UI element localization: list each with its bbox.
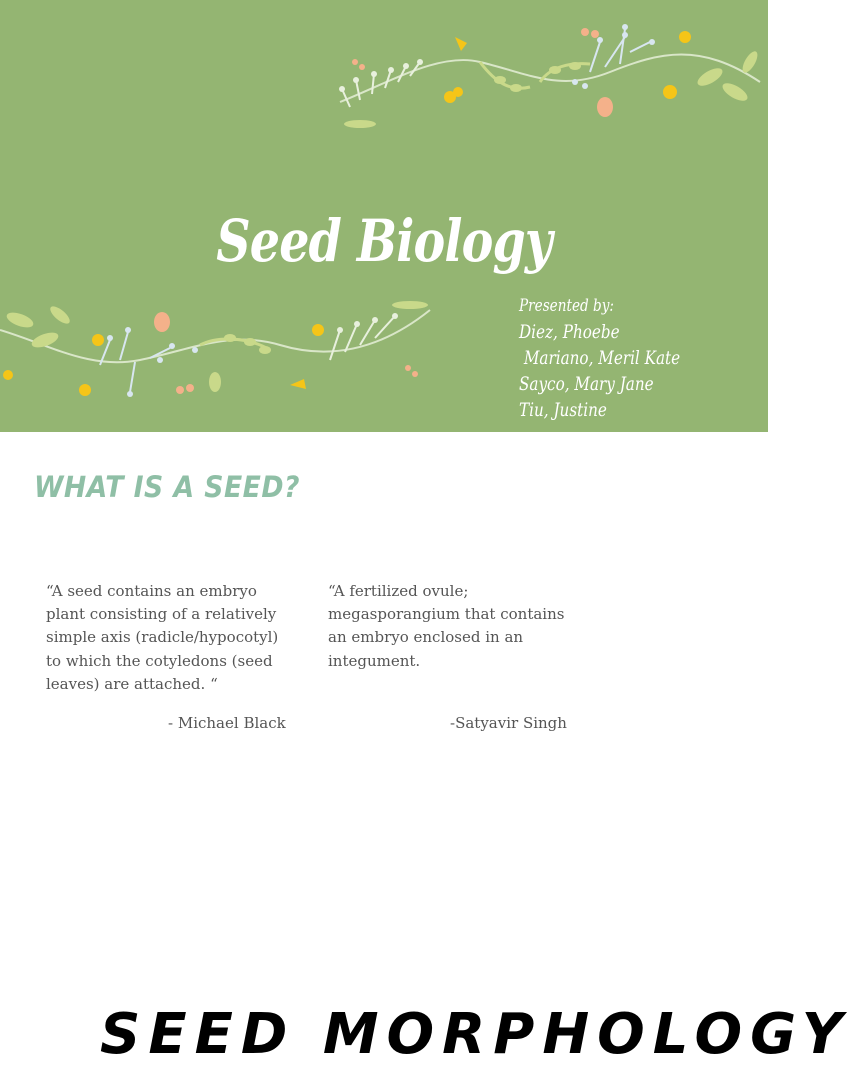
quote-author: - Michael Black (168, 714, 286, 732)
quote-text: “A fertilized ovule; megasporangium that contains an embryo enclosed in an integument. (328, 582, 565, 670)
presenters-label: Presented by: (519, 296, 615, 316)
presenter-name: Sayco, Mary Jane (519, 373, 654, 395)
next-slide-heading-partial: SEED MORPHOLOGY (100, 1002, 850, 1067)
quote-text: “A seed contains an embryo plant consisting of a relatively simple axis (radicle/hypocotyl) to which the cotyledons (seed leaves) are attached. “ (46, 582, 279, 693)
presentation-title: Seed Biology (216, 206, 552, 275)
quote-author: -Satyavir Singh (450, 714, 567, 732)
presenters-block (519, 293, 680, 423)
title-slide (0, 0, 768, 432)
presenter-name: Mariano, Meril Kate (519, 347, 681, 369)
floral-vine-decoration (0, 290, 440, 420)
slide-heading: WHAT IS A SEED? (34, 470, 300, 504)
presenter-name: Diez, Phoebe (519, 321, 620, 343)
floral-vine-decoration (330, 12, 768, 142)
presenter-name: Tiu, Justine (519, 399, 607, 421)
